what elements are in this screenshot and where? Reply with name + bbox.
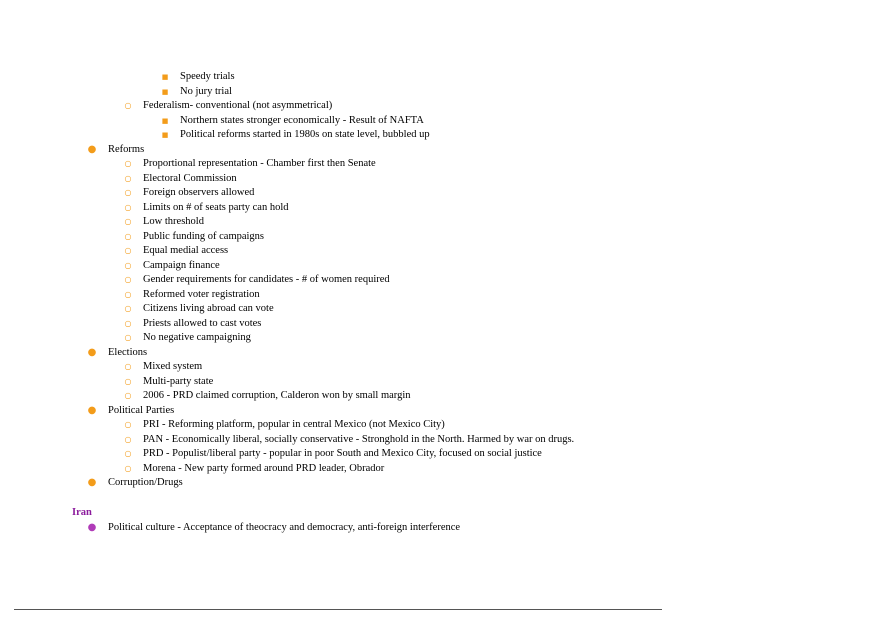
outline-item-text: Gender requirements for candidates - # of women required	[143, 274, 390, 285]
outline-item	[0, 230, 880, 245]
outline-item-text: Northern states stronger economically - Result of NAFTA	[180, 114, 424, 126]
outline-item	[0, 476, 880, 491]
circle-bullet-icon: ○	[124, 449, 132, 458]
square-bullet-icon: ■	[161, 131, 169, 139]
section-heading-iran	[0, 505, 880, 521]
outline-item-text: Electoral Commission	[143, 172, 237, 184]
circle-bullet-icon: ○	[124, 318, 132, 328]
outline-item	[0, 360, 880, 375]
notes-outline	[0, 70, 880, 535]
outline-item-text: Speedy trials	[180, 71, 235, 82]
outline-item	[0, 201, 880, 216]
circle-bullet-icon: ○	[124, 463, 132, 473]
outline-item-text: Limits on # of seats party can hold	[143, 201, 289, 213]
outline-item	[0, 99, 880, 114]
outline-item	[0, 433, 880, 448]
section-heading-text: Iran	[72, 506, 92, 518]
circle-bullet-icon: ○	[124, 101, 132, 110]
circle-bullet-icon: ○	[124, 420, 132, 429]
outline-item	[0, 346, 880, 361]
outline-item	[0, 273, 880, 288]
square-bullet-icon: ■	[161, 116, 169, 125]
outline-item	[0, 418, 880, 433]
outline-item	[0, 404, 880, 419]
outline-item	[0, 375, 880, 390]
circle-bullet-icon: ○	[124, 260, 132, 270]
outline-item-text: Political culture - Acceptance of theocracy and democracy, anti-foreign interference	[108, 521, 461, 533]
outline-item	[0, 447, 880, 462]
outline-item-text: Morena - New party formed around PRD leader, Obrador	[143, 462, 385, 474]
square-bullet-icon: ■	[161, 73, 169, 81]
circle-bullet-icon: ○	[124, 333, 132, 342]
outline-item	[0, 157, 880, 172]
outline-item-text: Public funding of campaigns	[143, 230, 265, 242]
circle-bullet-icon: ○	[124, 173, 132, 183]
outline-item-text: Reforms	[108, 143, 145, 155]
section-spacer	[0, 491, 880, 505]
outline-item-text: Reformed voter registration	[143, 288, 260, 300]
outline-item-text: 2006 - PRD claimed corruption, Calderon won by small margin	[143, 390, 411, 401]
footer-divider	[14, 609, 662, 610]
circle-bullet-icon: ○	[124, 217, 132, 226]
outline-item	[0, 143, 880, 158]
outline-item-text: Citizens living abroad can vote	[143, 303, 274, 314]
circle-bullet-icon: ○	[124, 289, 132, 299]
circle-bullet-icon: ○	[124, 362, 132, 371]
outline-item-text: Campaign finance	[143, 259, 220, 271]
outline-item-text: Foreign observers allowed	[143, 187, 255, 198]
outline-item-text: Multi-party state	[143, 375, 214, 387]
outline-item-text: Corruption/Drugs	[108, 477, 183, 488]
outline-item-text: PAN - Economically liberal, socially conservative - Stronghold in the North. Harmed by war on drugs.	[143, 433, 575, 445]
outline-item	[0, 85, 880, 100]
circle-bullet-icon: ○	[124, 391, 132, 400]
circle-bullet-icon: ○	[124, 304, 132, 313]
outline-item	[0, 288, 880, 303]
outline-item-text: Mixed system	[143, 361, 203, 372]
outline-item	[0, 521, 880, 536]
square-bullet-icon: ■	[161, 87, 169, 96]
outline-item-text: PRD - Populist/liberal party - popular in poor South and Mexico City, focused on social justice	[143, 448, 542, 459]
outline-item-text: PRI - Reforming platform, popular in central Mexico (not Mexico City)	[143, 419, 445, 430]
outline-item	[0, 259, 880, 274]
outline-item	[0, 389, 880, 404]
outline-item-text: No negative campaigning	[143, 332, 251, 343]
dot-bullet-icon: ●	[87, 404, 97, 416]
outline-item-text: Equal medial access	[143, 245, 229, 256]
circle-bullet-icon: ○	[124, 159, 132, 168]
circle-bullet-icon: ○	[124, 246, 132, 255]
circle-bullet-icon: ○	[124, 275, 132, 284]
circle-bullet-icon: ○	[124, 231, 132, 241]
outline-item	[0, 302, 880, 317]
outline-item	[0, 128, 880, 143]
circle-bullet-icon: ○	[124, 376, 132, 386]
dot-bullet-icon: ●	[87, 143, 97, 155]
circle-bullet-icon: ○	[124, 188, 132, 197]
outline-item	[0, 114, 880, 129]
outline-item	[0, 70, 880, 85]
outline-item-text: Priests allowed to cast votes	[143, 317, 262, 329]
outline-item-text: Low threshold	[143, 216, 204, 227]
dot-bullet-icon: ●	[87, 346, 97, 358]
outline-item	[0, 244, 880, 259]
outline-item-text: No jury trial	[180, 85, 232, 97]
outline-item	[0, 462, 880, 477]
outline-item-text: Elections	[108, 346, 148, 358]
outline-item	[0, 186, 880, 201]
outline-item	[0, 317, 880, 332]
dot-bullet-icon: ●	[87, 477, 97, 488]
circle-bullet-icon: ○	[124, 202, 132, 212]
dot-bullet-icon: ●	[87, 521, 97, 533]
outline-item	[0, 215, 880, 230]
outline-item	[0, 172, 880, 187]
outline-item-text: Proportional representation - Chamber first then Senate	[143, 158, 376, 169]
outline-item-text: Federalism- conventional (not asymmetrical)	[143, 100, 333, 111]
outline-item-text: Political reforms started in 1980s on state level, bubbled up	[180, 129, 430, 140]
circle-bullet-icon: ○	[124, 434, 132, 444]
outline-item	[0, 331, 880, 346]
outline-item-text: Political Parties	[108, 404, 175, 416]
